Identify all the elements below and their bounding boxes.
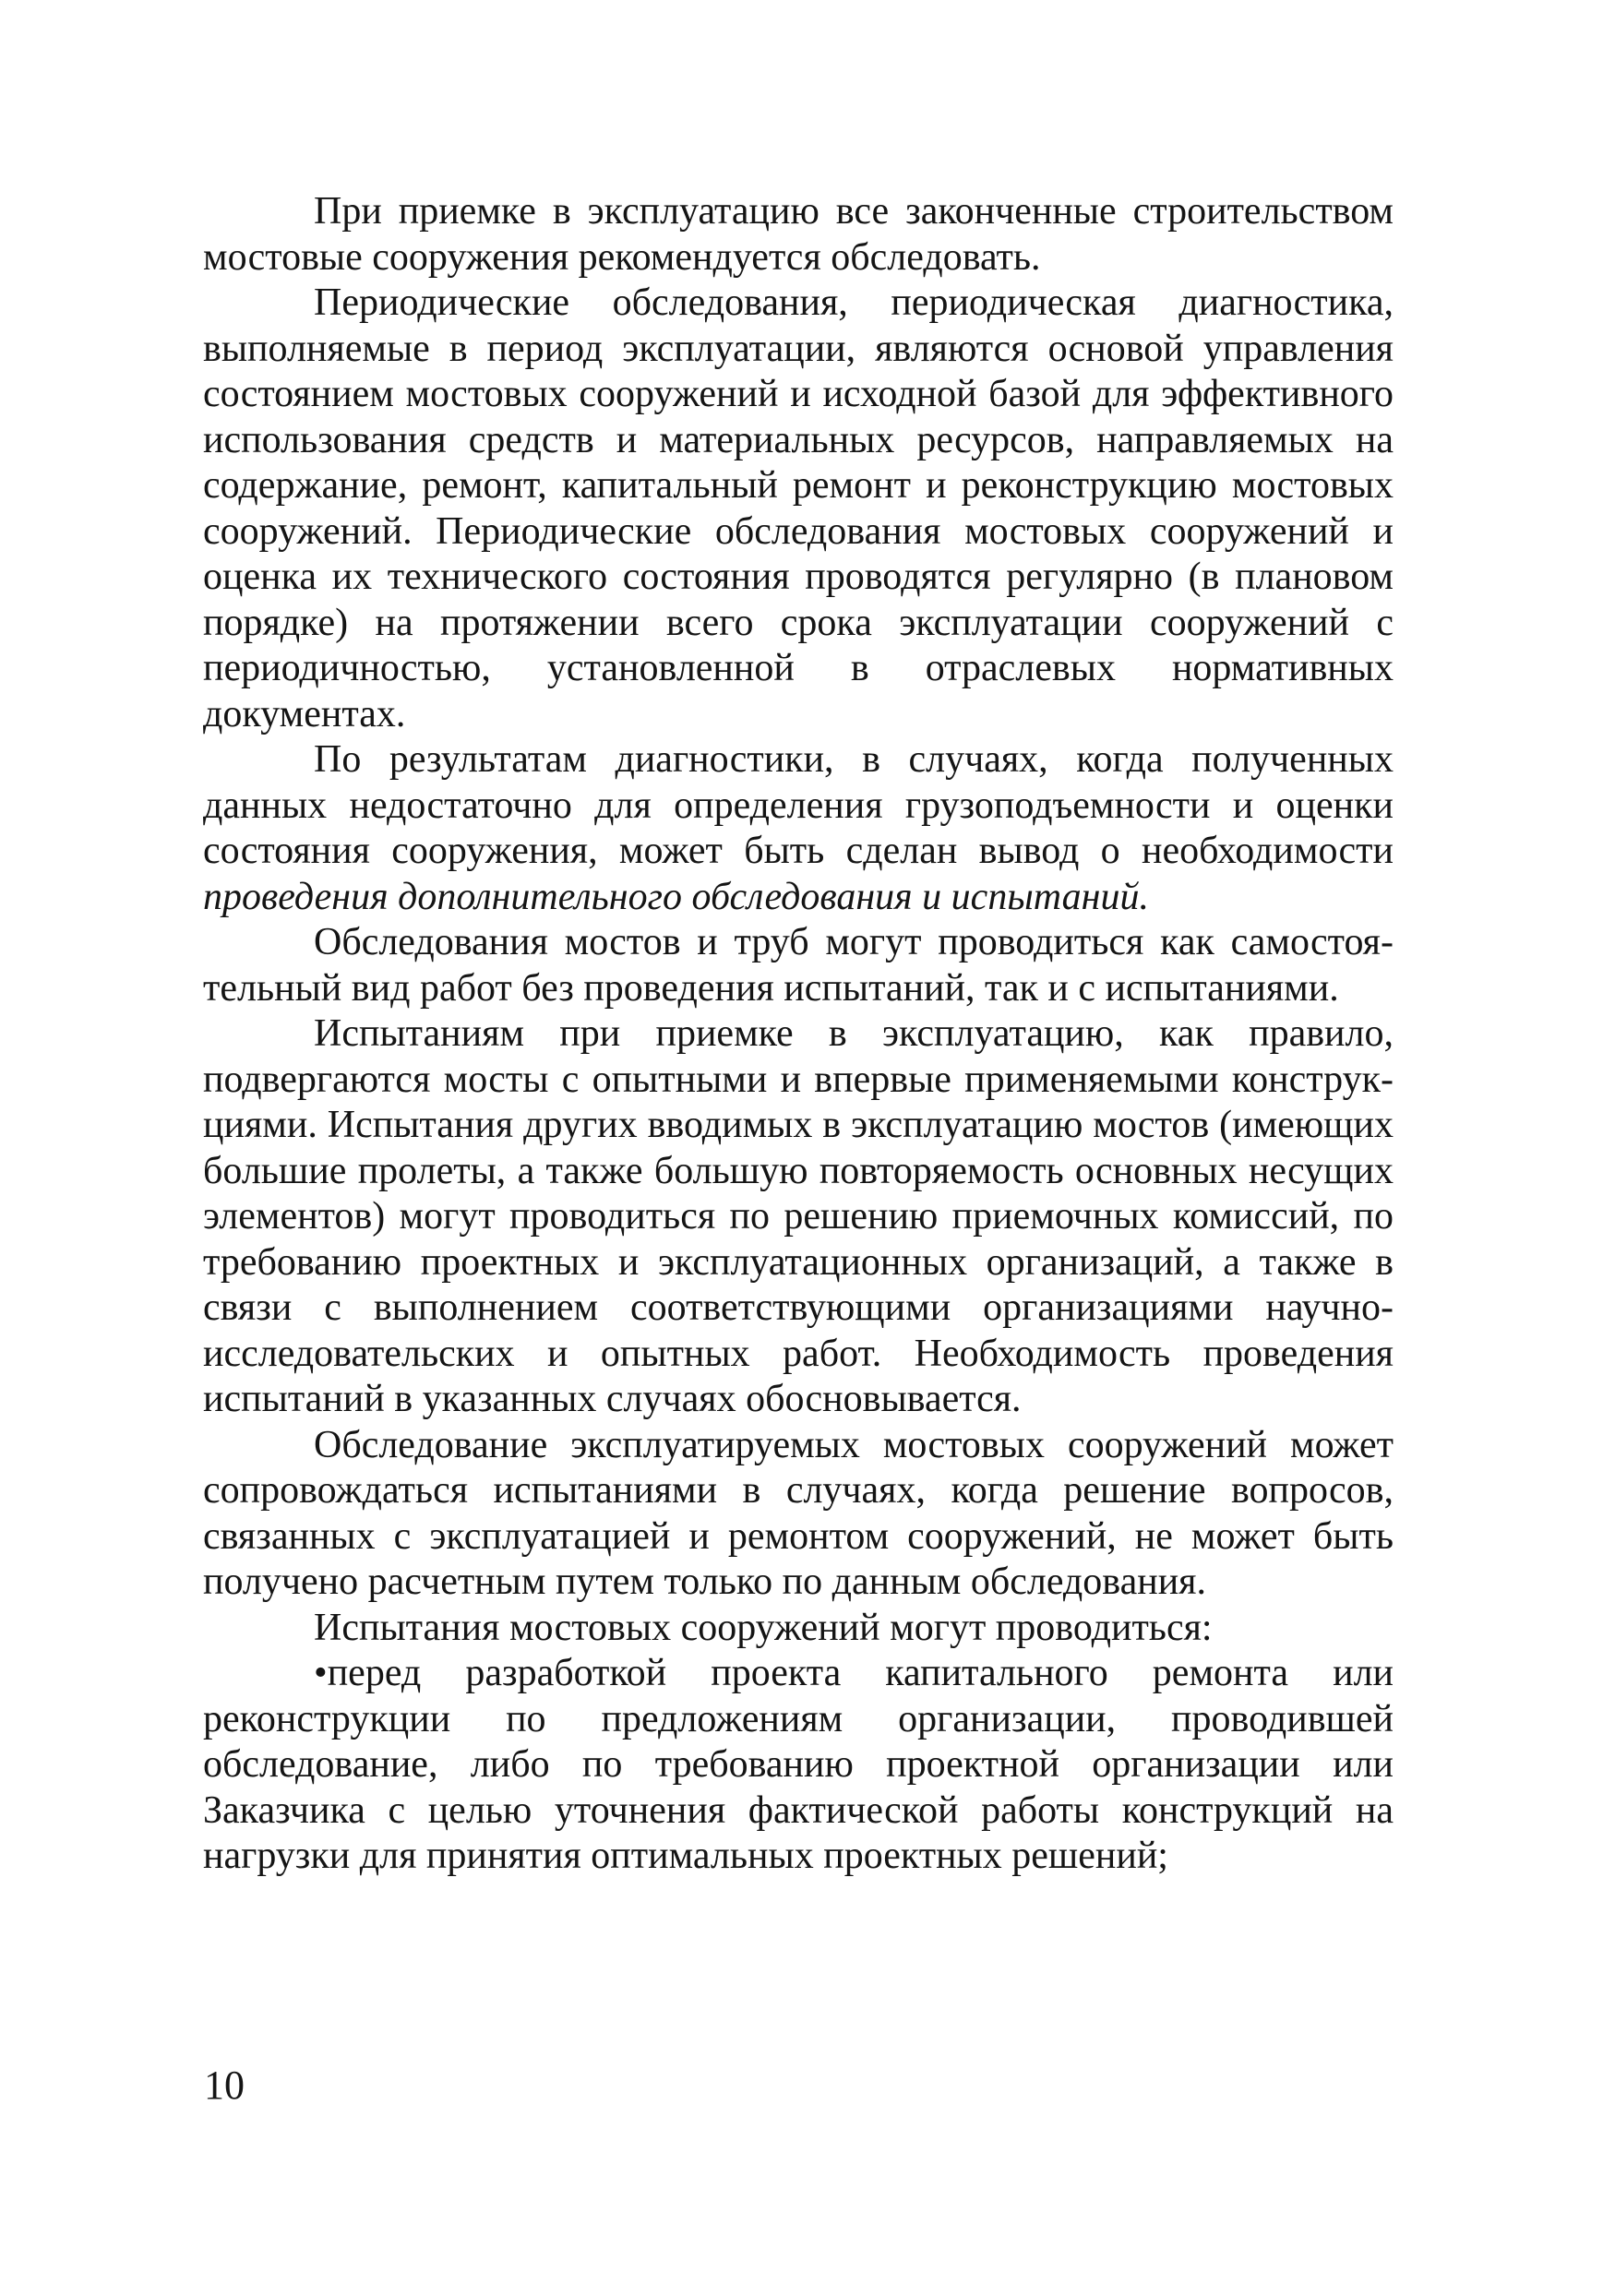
paragraph-bridges-and-pipes: Обследования мостов и труб могут проводиться как самостоятельный вид работ без проведения испытаний, так и с испытаниями. [203, 921, 1394, 1010]
paragraph-operated-structures: Обследование эксплуатируемых мостовых сооружений может сопровождаться испытаниями в случаях, когда решение вопросов, связанных с эксплуатацией и ремонтом сооружений, не может быть получено расчетным путем только по данным обследования. [203, 1423, 1394, 1603]
paragraph-diagnostics-text: По результатам диагностики, в случаях, когда полученных данных недостаточно для определения грузоподъемности и оценки состояния сооружения, может быть сделан вывод о необходимости [203, 738, 1394, 872]
paragraph-periodic-inspections: Периодические обследования, периодическая диагностика, выполняемые в период эксплуатации, являются основой управления состоянием мостовых сооружений и исходной базой для эффективного использования средств и материальных ресурсов, направляемых на содержание, ремонт, капитальный ремонт и реконструкцию мостовых сооружений. Периодические обследования мостовых сооружений и оценка их технического состояния проводятся регулярно (в плановом порядке) на протяжении всего срока эксплуатации сооружений с периодичностью, установленной в отраслевых нормативных документах. [203, 281, 1394, 735]
paragraph-diagnostics-results [203, 737, 1394, 920]
bullet-item-before-design: •перед разработкой проекта капитального ремонта или реконструкции по предложениям организации, проводившей обследование, либо по требованию проектной организации или Заказчика с целью уточнения фактической работы конструкций на нагрузки для принятия оптимальных проектных решений; [203, 1652, 1394, 1877]
body-text [203, 189, 1394, 1880]
paragraph-diagnostics-italic: проведения дополнительного обследования и испытаний. [203, 875, 1149, 918]
page-number: 10 [204, 2063, 245, 2108]
paragraph-acceptance-inspection: При приемке в эксплуатацию все законченные строительством мостовые сооружения рекомендуется обследовать. [203, 190, 1394, 279]
paragraph-acceptance-tests: Испытаниям при приемке в эксплуатацию, как правило, подвергаются мосты с опытными и впервые применяемыми конструкциями. Испытания других вводимых в эксплуатацию мостов (имеющих большие пролеты, а также большую повторяемость основных несущих элементов) могут проводиться по решению приемочных комиссий, по требованию проектных и эксплуатационных организаций, а также в связи с выполнением соответствующими организациями научно-исследовательских и опытных работ. Необходимость проведения испытаний в указанных случаях обосновывается. [203, 1012, 1394, 1420]
paragraph-tests-conducted: Испытания мостовых сооружений могут проводиться: [314, 1606, 1213, 1649]
